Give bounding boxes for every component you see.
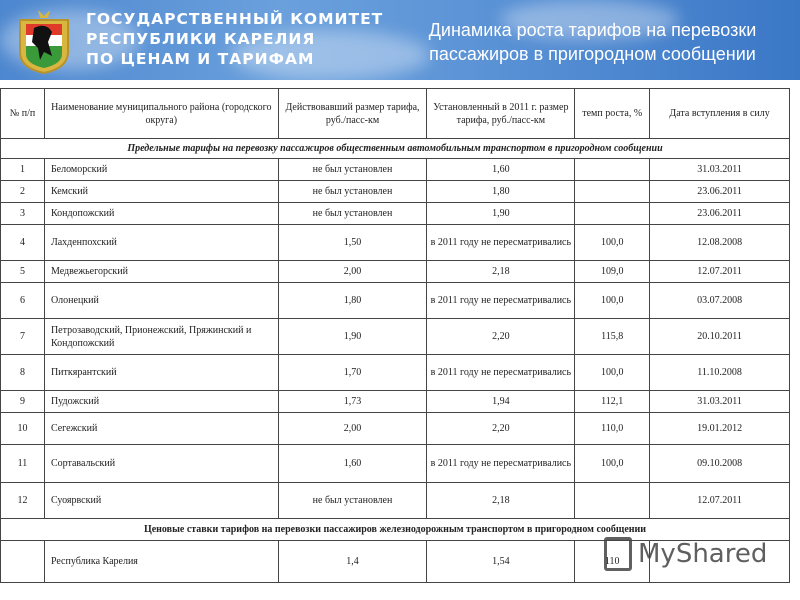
table-cell: 1,94 bbox=[427, 391, 575, 413]
column-header: темп роста, % bbox=[575, 89, 650, 139]
table-cell: Суоярвский bbox=[44, 483, 278, 519]
table-row bbox=[1, 445, 790, 483]
table-row bbox=[1, 391, 790, 413]
column-header: № п/п bbox=[1, 89, 45, 139]
column-header: Установленный в 2011 г. размер тарифа, руб./пасс-км bbox=[427, 89, 575, 139]
table-cell: 12 bbox=[1, 483, 45, 519]
table-cell: в 2011 году не пересматривались bbox=[427, 225, 575, 261]
table-cell bbox=[575, 159, 650, 181]
table-cell: 6 bbox=[1, 283, 45, 319]
karelia-emblem-icon bbox=[18, 8, 70, 74]
column-header: Дата вступления в силу bbox=[650, 89, 790, 139]
table-cell: 1,60 bbox=[427, 159, 575, 181]
table-cell: 5 bbox=[1, 261, 45, 283]
table-cell: Пудожский bbox=[44, 391, 278, 413]
table-cell: Сортавальский bbox=[44, 445, 278, 483]
table-cell: 1,54 bbox=[427, 541, 575, 583]
column-header: Наименование муниципального района (городского округа) bbox=[44, 89, 278, 139]
table-cell: 100,0 bbox=[575, 225, 650, 261]
table-cell: 100,0 bbox=[575, 355, 650, 391]
table-cell: 1,80 bbox=[278, 283, 427, 319]
table-cell: Беломорский bbox=[44, 159, 278, 181]
table-cell: 2,00 bbox=[278, 413, 427, 445]
section-row bbox=[1, 139, 790, 159]
table-row bbox=[1, 225, 790, 261]
table-cell: Республика Карелия bbox=[44, 541, 278, 583]
table-cell: 100,0 bbox=[575, 283, 650, 319]
table-cell: 2,18 bbox=[427, 483, 575, 519]
table-cell: 03.07.2008 bbox=[650, 283, 790, 319]
table-cell: 12.07.2011 bbox=[650, 261, 790, 283]
table-cell: 110 bbox=[575, 541, 650, 583]
org-line: ГОСУДАРСТВЕННЫЙ КОМИТЕТ bbox=[86, 10, 384, 28]
header-banner bbox=[0, 0, 800, 80]
table-cell: 1,80 bbox=[427, 181, 575, 203]
table-cell: 100,0 bbox=[575, 445, 650, 483]
table-cell: в 2011 году не пересматривались bbox=[427, 283, 575, 319]
table-cell: Лахденпохский bbox=[44, 225, 278, 261]
organization-name bbox=[86, 9, 383, 69]
table-cell: 4 bbox=[1, 225, 45, 261]
table-cell: 12.07.2011 bbox=[650, 483, 790, 519]
table-cell: в 2011 году не пересматривались bbox=[427, 355, 575, 391]
table-cell: 09.10.2008 bbox=[650, 445, 790, 483]
table-cell bbox=[1, 541, 45, 583]
section-title: Ценовые ставки тарифов на перевозки пассажиров железнодорожным транспортом в пригородном сообщении bbox=[1, 519, 790, 541]
table-cell: 115,8 bbox=[575, 319, 650, 355]
table-cell: 1,90 bbox=[278, 319, 427, 355]
watermark-text: MyShared bbox=[638, 539, 768, 569]
table-row bbox=[1, 203, 790, 225]
presentation-icon bbox=[604, 537, 632, 571]
table-cell: 1,70 bbox=[278, 355, 427, 391]
table-cell: 109,0 bbox=[575, 261, 650, 283]
table-cell: Петрозаводский, Прионежский, Пряжинский и Кондопожский bbox=[44, 319, 278, 355]
table-cell: в 2011 году не пересматривались bbox=[427, 445, 575, 483]
table-cell: не был установлен bbox=[278, 159, 427, 181]
table-cell: 1,50 bbox=[278, 225, 427, 261]
table-row bbox=[1, 283, 790, 319]
table-cell: 7 bbox=[1, 319, 45, 355]
table-row bbox=[1, 413, 790, 445]
org-line: ПО ЦЕНАМ И ТАРИФАМ bbox=[86, 50, 315, 68]
table-cell: Медвежьегорский bbox=[44, 261, 278, 283]
table-cell: 2,18 bbox=[427, 261, 575, 283]
table-cell: 8 bbox=[1, 355, 45, 391]
table-cell: 1,60 bbox=[278, 445, 427, 483]
table-cell: Сегежский bbox=[44, 413, 278, 445]
table-cell: 23.06.2011 bbox=[650, 181, 790, 203]
table-cell bbox=[575, 203, 650, 225]
table-cell: 20.10.2011 bbox=[650, 319, 790, 355]
table-header-row bbox=[1, 89, 790, 139]
table-cell: не был установлен bbox=[278, 203, 427, 225]
table-cell: 1,4 bbox=[278, 541, 427, 583]
table-cell: 9 bbox=[1, 391, 45, 413]
table-row bbox=[1, 319, 790, 355]
table-cell: 2 bbox=[1, 181, 45, 203]
table-row bbox=[1, 261, 790, 283]
section-title: Предельные тарифы на перевозку пассажиров общественным автомобильным транспортом в пригородном сообщении bbox=[1, 139, 790, 159]
table-row bbox=[1, 355, 790, 391]
table-cell: 1,90 bbox=[427, 203, 575, 225]
table-cell: 11.10.2008 bbox=[650, 355, 790, 391]
table-cell: 1 bbox=[1, 159, 45, 181]
table-cell: 23.06.2011 bbox=[650, 203, 790, 225]
table-cell bbox=[575, 181, 650, 203]
table-cell: 10 bbox=[1, 413, 45, 445]
table-cell: Олонецкий bbox=[44, 283, 278, 319]
org-line: РЕСПУБЛИКИ КАРЕЛИЯ bbox=[86, 30, 316, 48]
table-cell: Питкярантский bbox=[44, 355, 278, 391]
tariff-table bbox=[0, 88, 790, 583]
table-cell: 1,73 bbox=[278, 391, 427, 413]
table-cell: 11 bbox=[1, 445, 45, 483]
table-cell: 2,00 bbox=[278, 261, 427, 283]
table-row bbox=[1, 483, 790, 519]
myshared-watermark bbox=[604, 537, 767, 571]
table-cell: 112,1 bbox=[575, 391, 650, 413]
table-cell: 110,0 bbox=[575, 413, 650, 445]
table-row bbox=[1, 181, 790, 203]
table-cell: не был установлен bbox=[278, 181, 427, 203]
table-cell: не был установлен bbox=[278, 483, 427, 519]
table-cell: Кемский bbox=[44, 181, 278, 203]
table-cell: 3 bbox=[1, 203, 45, 225]
table-row bbox=[1, 159, 790, 181]
table-cell: 2,20 bbox=[427, 319, 575, 355]
table-cell bbox=[575, 483, 650, 519]
table-cell: 2,20 bbox=[427, 413, 575, 445]
table-cell: 31.03.2011 bbox=[650, 159, 790, 181]
table-cell: Кондопожский bbox=[44, 203, 278, 225]
slide-title: Динамика роста тарифов на перевозки пассажиров в пригородном сообщении bbox=[428, 20, 757, 64]
table-cell: 12.08.2008 bbox=[650, 225, 790, 261]
column-header: Действовавший размер тарифа, руб./пасс-км bbox=[278, 89, 427, 139]
table-cell: 31.03.2011 bbox=[650, 391, 790, 413]
table-cell: 19.01.2012 bbox=[650, 413, 790, 445]
